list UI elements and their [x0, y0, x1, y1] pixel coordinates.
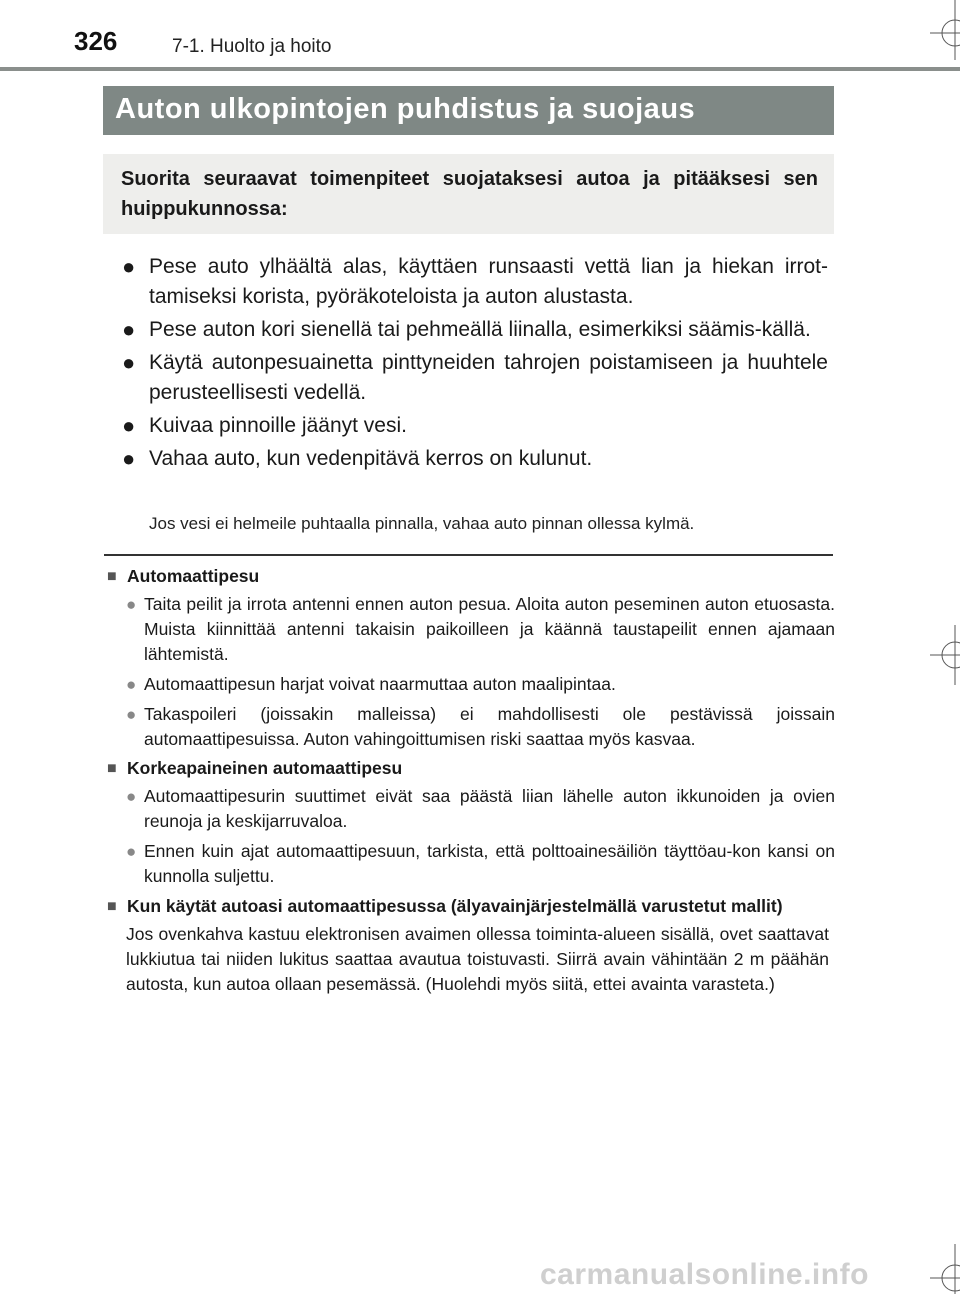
section-korkeapaine	[107, 757, 835, 894]
section-automaattipesu	[107, 565, 835, 757]
bullet-icon: ●	[126, 675, 137, 694]
bullet-icon: ●	[126, 595, 137, 614]
watermark: carmanualsonline.info	[540, 1258, 869, 1291]
list-item: ● Vahaa auto, kun vedenpitävä kerros on kulunut.	[122, 444, 828, 474]
section-label: 7-1. Huolto ja hoito	[172, 36, 332, 57]
bullet-icon: ●	[122, 446, 136, 471]
bullet-icon: ●	[122, 413, 136, 438]
bullet-icon: ●	[126, 787, 137, 806]
header-rule	[0, 67, 960, 71]
main-list	[122, 252, 828, 477]
list-item: ● Käytä autonpesuainetta pinttyneiden tahrojen poistamiseen ja huuhtele perusteellisesti vedellä.	[122, 350, 828, 404]
list-item: ● Automaattipesun harjat voivat naarmuttaa auton maalipintaa.	[107, 672, 835, 697]
list-item: ● Ennen kuin ajat automaattipesuun, tarkista, että polttoainesäiliön täyttöau-kon kansi on kunnolla suljettu.	[126, 841, 835, 886]
bullet-icon: ●	[122, 350, 136, 375]
list-item: ● Takaspoileri (joissakin malleissa) ei mahdollisesti ole pestävissä joissain automaattipesuissa. Auton vahingoittumisen riski saattaa myös kasvaa.	[126, 704, 835, 749]
square-bullet-icon: ■	[107, 760, 117, 777]
list-item: ● Automaattipesurin suuttimet eivät saa päästä liian lähelle auton ikkunoiden ja ovien reunoja ja keskijarruvaloa.	[126, 786, 835, 831]
intro-box: Suorita seuraavat toimenpiteet suojataksesi autoa ja pitääksesi sen huippukunnossa:	[103, 154, 834, 234]
section-alyavain	[107, 895, 835, 997]
crop-mark-icon	[930, 0, 960, 60]
bullet-icon: ●	[122, 317, 136, 342]
section-heading: ■ Korkeapaineinen automaattipesu	[107, 758, 403, 778]
section-heading: ■ Automaattipesu	[107, 566, 260, 586]
square-bullet-icon: ■	[107, 898, 117, 915]
section-divider	[104, 554, 833, 556]
page-title: Auton ulkopintojen puhdistus ja suojaus	[103, 86, 834, 135]
square-bullet-icon: ■	[107, 568, 117, 585]
bullet-icon: ●	[122, 254, 136, 279]
sub-list	[107, 784, 835, 889]
crop-mark-icon	[930, 625, 960, 685]
list-item: ● Kuivaa pinnoille jäänyt vesi.	[122, 411, 828, 441]
note-text: Jos vesi ei helmeile puhtaalla pinnalla, vahaa auto pinnan ollessa kylmä.	[149, 514, 695, 533]
page-number: 326	[74, 26, 118, 56]
section-heading: ■ Kun käytät autoasi automaattipesussa (älyavainjärjestelmällä varustetut mallit)	[107, 896, 783, 916]
list-item: ● Pese auton kori sienellä tai pehmeällä liinalla, esimerkiksi säämis-källä.	[122, 315, 828, 345]
bullet-icon: ●	[126, 842, 137, 861]
bullet-icon: ●	[126, 705, 137, 724]
crop-mark-icon	[930, 1244, 960, 1294]
list-item: ● Pese auto ylhäältä alas, käyttäen runsaasti vettä lian ja hiekan irrot-tamiseksi korista, pyöräkoteloista ja auton alustasta.	[122, 254, 828, 308]
section-paragraph: Jos ovenkahva kastuu elektronisen avaimen ollessa toiminta-alueen sisällä, ovet saattavat lukkiutua tai niiden lukitus saattaa avautua toistuvasti. Siirrä avain vähintään 2 m päähän autosta, kun autoa ollaan pesemässä. (Huolehdi myös siitä, ettei avainta varasteta.)	[126, 924, 829, 994]
list-item: ● Taita peilit ja irrota antenni ennen auton pesua. Aloita auton peseminen auton etuosasta. Muista kiinnittää antenni takaisin paikoilleen ja käännä taustapeilit ennen ajamaan lähtemistä.	[126, 594, 835, 664]
sub-list	[107, 592, 835, 752]
